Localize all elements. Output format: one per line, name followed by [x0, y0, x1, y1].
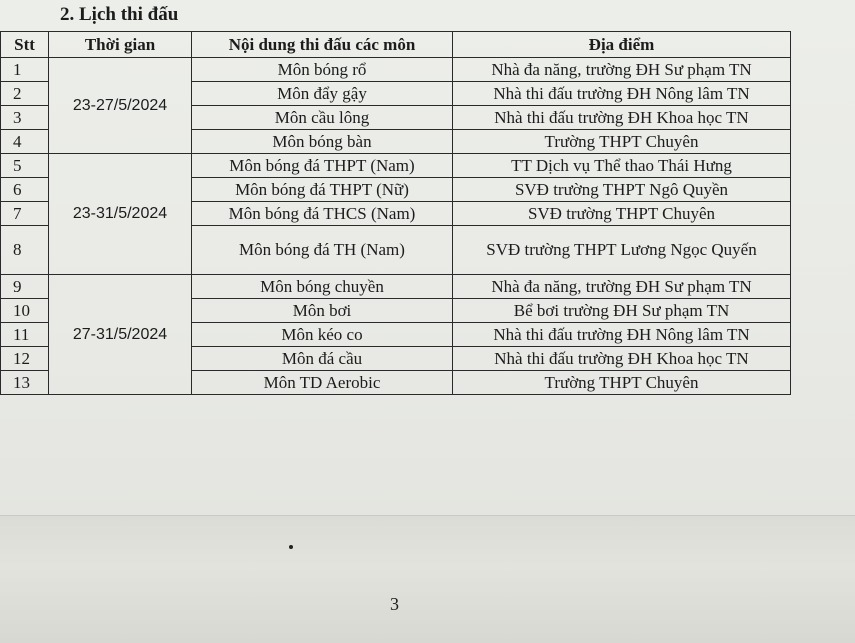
row-stt: 12 [1, 347, 49, 371]
row-event: Môn bóng đá TH (Nam) [192, 226, 453, 275]
row-event: Môn cầu lông [192, 106, 453, 130]
row-stt: 13 [1, 371, 49, 395]
period-cell: 23-27/5/2024 [49, 58, 192, 154]
row-venue: SVĐ trường THPT Ngô Quyền [453, 178, 791, 202]
period-cell: 27-31/5/2024 [49, 275, 192, 395]
row-stt: 5 [1, 154, 49, 178]
row-venue: SVĐ trường THPT Lương Ngọc Quyến [453, 226, 791, 275]
period-cell: 23-31/5/2024 [49, 154, 192, 275]
header-stt: Stt [1, 32, 49, 58]
ink-dot [289, 545, 293, 549]
table-row [1, 154, 791, 178]
row-stt: 8 [1, 226, 49, 275]
row-event: Môn đẩy gậy [192, 82, 453, 106]
row-venue: Trường THPT Chuyên [453, 130, 791, 154]
row-venue: Bể bơi trường ĐH Sư phạm TN [453, 299, 791, 323]
row-venue: Nhà thi đấu trường ĐH Khoa học TN [453, 347, 791, 371]
header-venue: Địa điểm [453, 32, 791, 58]
row-stt: 6 [1, 178, 49, 202]
row-venue: TT Dịch vụ Thể thao Thái Hưng [453, 154, 791, 178]
table-row [1, 275, 791, 299]
row-stt: 4 [1, 130, 49, 154]
schedule-table [0, 31, 791, 395]
row-event: Môn bóng chuyền [192, 275, 453, 299]
row-venue: Nhà đa năng, trường ĐH Sư phạm TN [453, 58, 791, 82]
row-event: Môn TD Aerobic [192, 371, 453, 395]
row-stt: 2 [1, 82, 49, 106]
row-venue: Nhà thi đấu trường ĐH Khoa học TN [453, 106, 791, 130]
row-stt: 1 [1, 58, 49, 82]
row-event: Môn bóng đá THPT (Nam) [192, 154, 453, 178]
page-footer-area [0, 515, 855, 643]
row-stt: 9 [1, 275, 49, 299]
page-number: 3 [390, 594, 399, 614]
row-venue: Nhà đa năng, trường ĐH Sư phạm TN [453, 275, 791, 299]
row-event: Môn đá cầu [192, 347, 453, 371]
row-event: Môn bóng rổ [192, 58, 453, 82]
row-event: Môn bóng đá THCS (Nam) [192, 202, 453, 226]
header-event: Nội dung thi đấu các môn [192, 32, 453, 58]
row-venue: Trường THPT Chuyên [453, 371, 791, 395]
row-stt: 7 [1, 202, 49, 226]
row-venue: Nhà thi đấu trường ĐH Nông lâm TN [453, 323, 791, 347]
row-venue: Nhà thi đấu trường ĐH Nông lâm TN [453, 82, 791, 106]
section-title: 2. Lịch thi đấu [60, 4, 179, 25]
header-period: Thời gian [49, 32, 192, 58]
row-venue: SVĐ trường THPT Chuyên [453, 202, 791, 226]
row-event: Môn bóng đá THPT (Nữ) [192, 178, 453, 202]
row-event: Môn bơi [192, 299, 453, 323]
row-stt: 10 [1, 299, 49, 323]
row-stt: 11 [1, 323, 49, 347]
table-header-row [1, 32, 791, 58]
row-stt: 3 [1, 106, 49, 130]
table-row [1, 58, 791, 82]
row-event: Môn bóng bàn [192, 130, 453, 154]
row-event: Môn kéo co [192, 323, 453, 347]
